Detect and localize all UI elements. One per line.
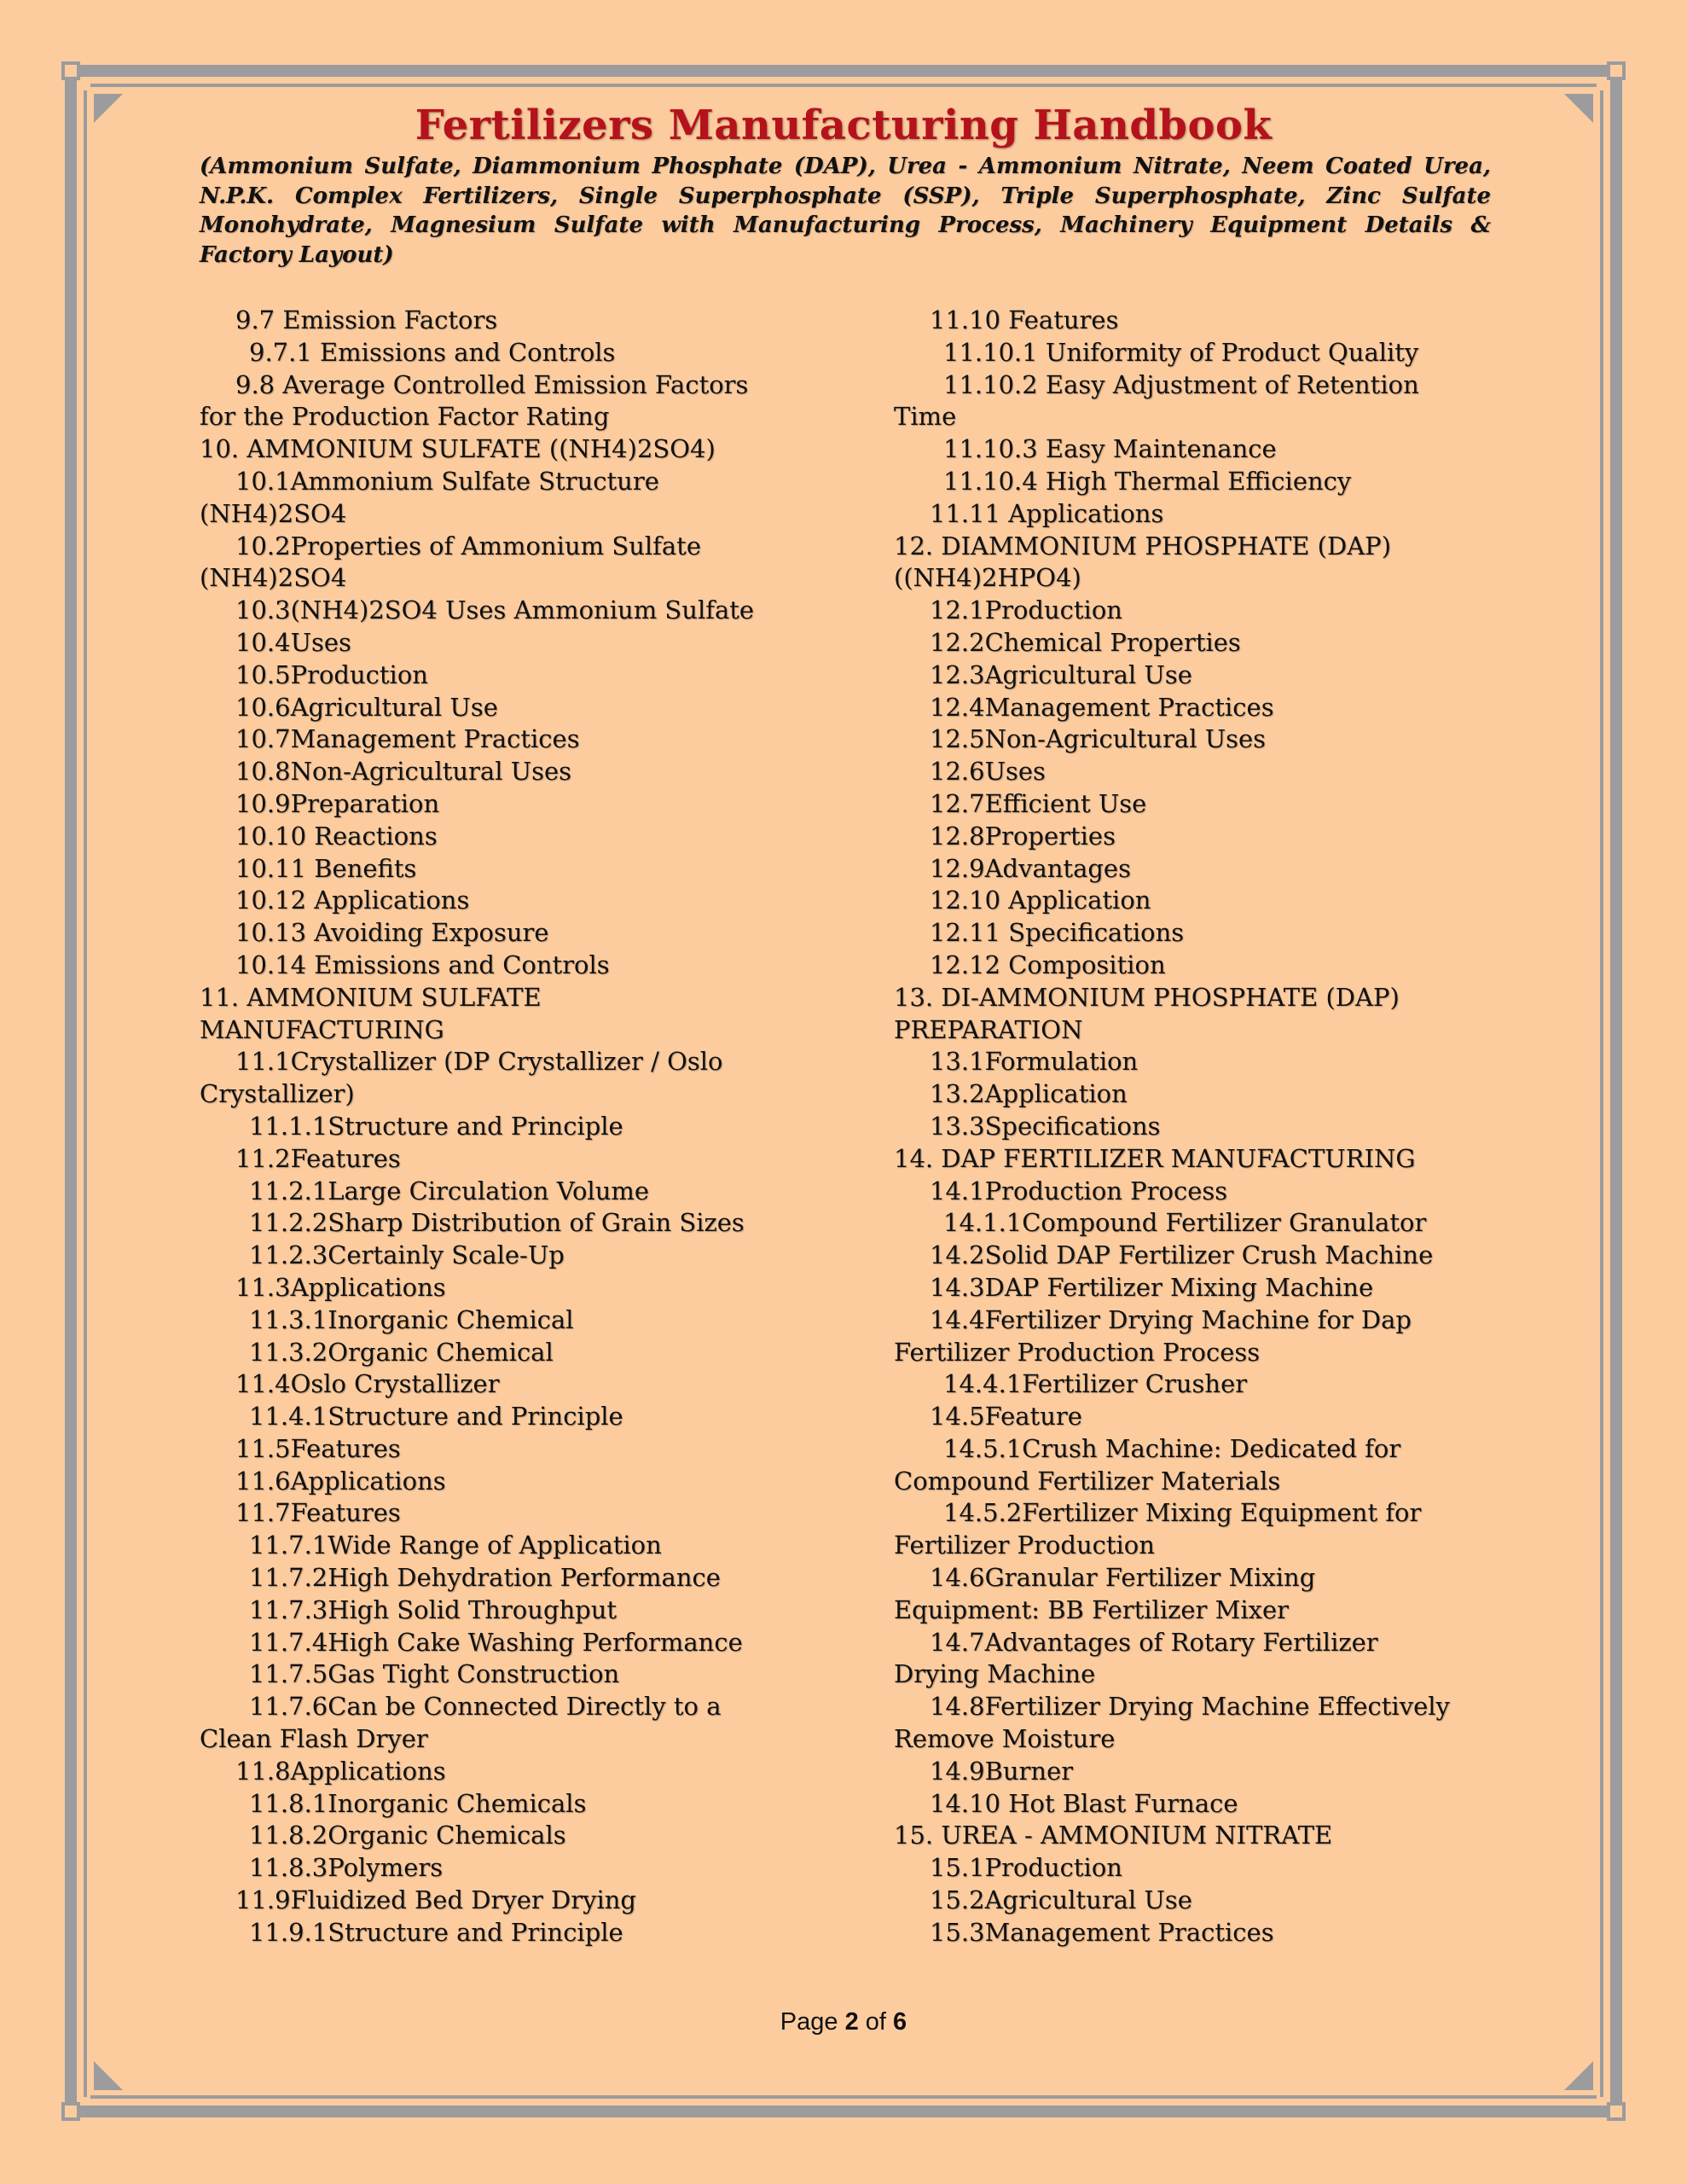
toc-entry: 10.5Production xyxy=(235,659,428,689)
frame-left xyxy=(65,67,77,2117)
toc-entry: 14.6Granular Fertilizer Mixing xyxy=(930,1563,1316,1593)
toc-entry: 11.10.3 Easy Maintenance xyxy=(943,434,1277,464)
toc-entry: 10.14 Emissions and Controls xyxy=(235,950,610,979)
toc-entry: 12.12 Composition xyxy=(930,950,1166,979)
frame-corner-bottom-left xyxy=(61,2102,80,2121)
toc-entry: 14.4Fertilizer Drying Machine for Dap xyxy=(930,1304,1412,1334)
toc-entry: 13.2Application xyxy=(930,1079,1128,1109)
toc-entry: 11. AMMONIUM SULFATE xyxy=(200,982,542,1012)
toc-entry: Fertilizer Production xyxy=(894,1531,1155,1560)
toc-entry: 12.9Advantages xyxy=(930,853,1131,883)
toc-entry: 10.4Uses xyxy=(235,627,351,657)
toc-entry: 10.8Non-Agricultural Uses xyxy=(235,757,572,787)
toc-entry: 11.5Features xyxy=(235,1433,401,1463)
toc-entry: 10.11 Benefits xyxy=(235,853,417,883)
toc-entry: Remove Moisture xyxy=(894,1724,1116,1754)
toc-entry: ((NH4)2HPO4) xyxy=(894,563,1081,593)
toc-entry: 11.10.1 Uniformity of Product Quality xyxy=(943,337,1419,367)
toc-entry: for the Production Factor Rating xyxy=(200,402,610,432)
page-footer xyxy=(0,2008,1687,2036)
toc-entry: 12.11 Specifications xyxy=(930,918,1185,948)
toc-entry: 11.7Features xyxy=(235,1498,401,1528)
toc-entry: 11.7.2High Dehydration Performance xyxy=(249,1563,721,1593)
toc-entry: 10.3(NH4)2SO4 Uses Ammonium Sulfate xyxy=(235,595,755,625)
toc-entry: (NH4)2SO4 xyxy=(200,498,347,528)
corner-triangle-bottom-left xyxy=(94,2061,123,2090)
frame-bottom-inner xyxy=(90,2095,1597,2099)
frame-corner-bottom-right xyxy=(1607,2102,1626,2121)
toc-entry: 14.5.2Fertilizer Mixing Equipment for xyxy=(943,1498,1422,1528)
toc-entry: Drying Machine xyxy=(894,1659,1096,1689)
toc-entry: 11.4.1Structure and Principle xyxy=(249,1402,623,1432)
toc-entry: 11.3Applications xyxy=(235,1272,446,1302)
toc-entry: 9.7 Emission Factors xyxy=(235,305,498,334)
toc-entry: 11.7.1Wide Range of Application xyxy=(249,1531,662,1560)
toc-entry: 11.10.2 Easy Adjustment of Retention xyxy=(943,369,1419,399)
toc-entry: Crystallizer) xyxy=(200,1079,355,1109)
toc-entry: 12.4Management Practices xyxy=(930,692,1274,722)
toc-entry: 14. DAP FERTILIZER MANUFACTURING xyxy=(894,1143,1416,1173)
toc-entry: 10.12 Applications xyxy=(235,886,470,915)
toc-entry: 11.9.1Structure and Principle xyxy=(249,1917,623,1947)
toc-entry: 10.2Properties of Ammonium Sulfate xyxy=(235,531,702,561)
toc-entry: 14.10 Hot Blast Furnace xyxy=(930,1788,1238,1818)
toc-entry: 11.4Oslo Crystallizer xyxy=(235,1369,500,1399)
toc-entry: 14.5.1Crush Machine: Dedicated for xyxy=(943,1433,1401,1463)
toc-entry: 10.13 Avoiding Exposure xyxy=(235,918,549,948)
toc-entry: 11.11 Applications xyxy=(930,498,1164,528)
toc-entry: 11.1.1Structure and Principle xyxy=(249,1111,623,1141)
toc-entry: 13.3Specifications xyxy=(930,1111,1161,1141)
toc-entry: 12.6Uses xyxy=(930,757,1046,787)
toc-entry: 11.8.1Inorganic Chemicals xyxy=(249,1788,587,1818)
toc-entry: 9.7.1 Emissions and Controls xyxy=(249,337,616,367)
toc-entry: 11.2.2Sharp Distribution of Grain Sizes xyxy=(249,1208,745,1238)
toc-entry: 15.2Agricultural Use xyxy=(930,1885,1192,1915)
toc-entry: 12. DIAMMONIUM PHOSPHATE (DAP) xyxy=(894,531,1392,561)
toc-left-column xyxy=(200,305,822,1949)
toc-entry: 11.7.5Gas Tight Construction xyxy=(249,1659,620,1689)
toc-entry: 11.2.1Large Circulation Volume xyxy=(249,1176,650,1205)
toc-entry: 11.10.4 High Thermal Efficiency xyxy=(943,466,1352,496)
toc-entry: 11.3.1Inorganic Chemical xyxy=(249,1304,574,1334)
toc-entry: 10.10 Reactions xyxy=(235,821,438,851)
toc-entry: Equipment: BB Fertilizer Mixer xyxy=(894,1594,1289,1624)
toc-entry: 14.4.1Fertilizer Crusher xyxy=(943,1369,1248,1399)
toc-entry: 14.1Production Process xyxy=(930,1176,1228,1205)
toc-entry: Time xyxy=(894,402,957,432)
toc-entry: 11.10 Features xyxy=(930,305,1119,334)
toc-entry: 12.1Production xyxy=(930,595,1122,625)
frame-top-inner xyxy=(90,84,1597,87)
toc-entry: 11.3.2Organic Chemical xyxy=(249,1337,554,1367)
toc-entry: 10.6Agricultural Use xyxy=(235,692,498,722)
toc-entry: 13.1Formulation xyxy=(930,1047,1139,1077)
page-subtitle: (Ammonium Sulfate, Diammonium Phosphate (DAP), Urea - Ammonium Nitrate, Neem Coated Urea, N.P.K. Complex Fertilizers, Single Superphosphate (SSP), Triple Superphosphate, Zinc Sulfate Monohydrate, Magnesium Sulfate with Manufacturing Process, Machinery Equipment Details & Factory Layout) xyxy=(200,154,1491,268)
toc-entry: Fertilizer Production Process xyxy=(894,1337,1261,1367)
toc-entry: 15.3Management Practices xyxy=(930,1917,1274,1947)
toc-entry: 11.2.3Certainly Scale-Up xyxy=(249,1240,565,1270)
toc-entry: 14.3DAP Fertilizer Mixing Machine xyxy=(930,1272,1374,1302)
toc-entry: 11.2Features xyxy=(235,1143,401,1173)
toc-entry: 12.2Chemical Properties xyxy=(930,627,1241,657)
page-title: Fertilizers Manufacturing Handbook xyxy=(415,102,1272,149)
frame-right xyxy=(1610,67,1622,2117)
total-pages-number: 6 xyxy=(893,2008,907,2036)
toc-entry: 11.7.6Can be Connected Directly to a xyxy=(249,1692,722,1722)
toc-entry: 11.6Applications xyxy=(235,1466,446,1496)
frame-left-inner xyxy=(84,90,87,2097)
toc-entry: 12.5Non-Agricultural Uses xyxy=(930,724,1267,754)
toc-entry: 10.7Management Practices xyxy=(235,724,580,754)
toc-entry: Clean Flash Dryer xyxy=(200,1724,428,1754)
toc-entry: 12.3Agricultural Use xyxy=(930,659,1192,689)
frame-bottom xyxy=(67,2106,1620,2117)
frame-corner-top-right xyxy=(1607,61,1626,80)
toc-entry: 11.1Crystallizer (DP Crystallizer / Oslo xyxy=(235,1047,723,1077)
toc-entry: 11.8.3Polymers xyxy=(249,1853,443,1883)
toc-entry: 14.8Fertilizer Drying Machine Effectively xyxy=(930,1692,1450,1722)
toc-entry: 15.1Production xyxy=(930,1853,1122,1883)
toc-right-column xyxy=(894,305,1508,1949)
toc-entry: 10.9Preparation xyxy=(235,788,440,818)
toc-entry: 12.7Efficient Use xyxy=(930,788,1147,818)
toc-entry: 11.7.4High Cake Washing Performance xyxy=(249,1627,743,1657)
toc-entry: 11.8Applications xyxy=(235,1756,446,1786)
toc-entry: 14.1.1Compound Fertilizer Granulator xyxy=(943,1208,1427,1238)
toc-entry: MANUFACTURING xyxy=(200,1014,444,1044)
toc-entry: 11.8.2Organic Chemicals xyxy=(249,1821,566,1850)
of-label: of xyxy=(865,2008,886,2036)
toc-entry: (NH4)2SO4 xyxy=(200,563,347,593)
page-label: Page xyxy=(780,2008,838,2036)
corner-triangle-bottom-right xyxy=(1564,2061,1593,2090)
toc-entry: 9.8 Average Controlled Emission Factors xyxy=(235,369,749,399)
toc-entry: 11.9Fluidized Bed Dryer Drying xyxy=(235,1885,636,1915)
toc-entry: 14.5Feature xyxy=(930,1402,1082,1432)
frame-top xyxy=(67,65,1620,77)
toc-entry: 12.10 Application xyxy=(930,886,1151,915)
toc-entry: 13. DI-AMMONIUM PHOSPHATE (DAP) xyxy=(894,982,1400,1012)
toc-entry: 14.2Solid DAP Fertilizer Crush Machine xyxy=(930,1240,1434,1270)
toc-entry: 15. UREA - AMMONIUM NITRATE xyxy=(894,1821,1333,1850)
toc-entry: 12.8Properties xyxy=(930,821,1116,851)
toc-entry: PREPARATION xyxy=(894,1014,1083,1044)
toc-entry: 14.7Advantages of Rotary Fertilizer xyxy=(930,1627,1378,1657)
toc-entry: 10. AMMONIUM SULFATE ((NH4)2SO4) xyxy=(200,434,716,464)
toc-entry: 14.9Burner xyxy=(930,1756,1074,1786)
frame-corner-top-left xyxy=(61,61,80,80)
frame-right-inner xyxy=(1600,90,1603,2097)
current-page-number: 2 xyxy=(844,2008,859,2036)
toc-entry: Compound Fertilizer Materials xyxy=(894,1466,1281,1496)
toc-entry: 10.1Ammonium Sulfate Structure xyxy=(235,466,659,496)
toc-entry: 11.7.3High Solid Throughput xyxy=(249,1594,617,1624)
